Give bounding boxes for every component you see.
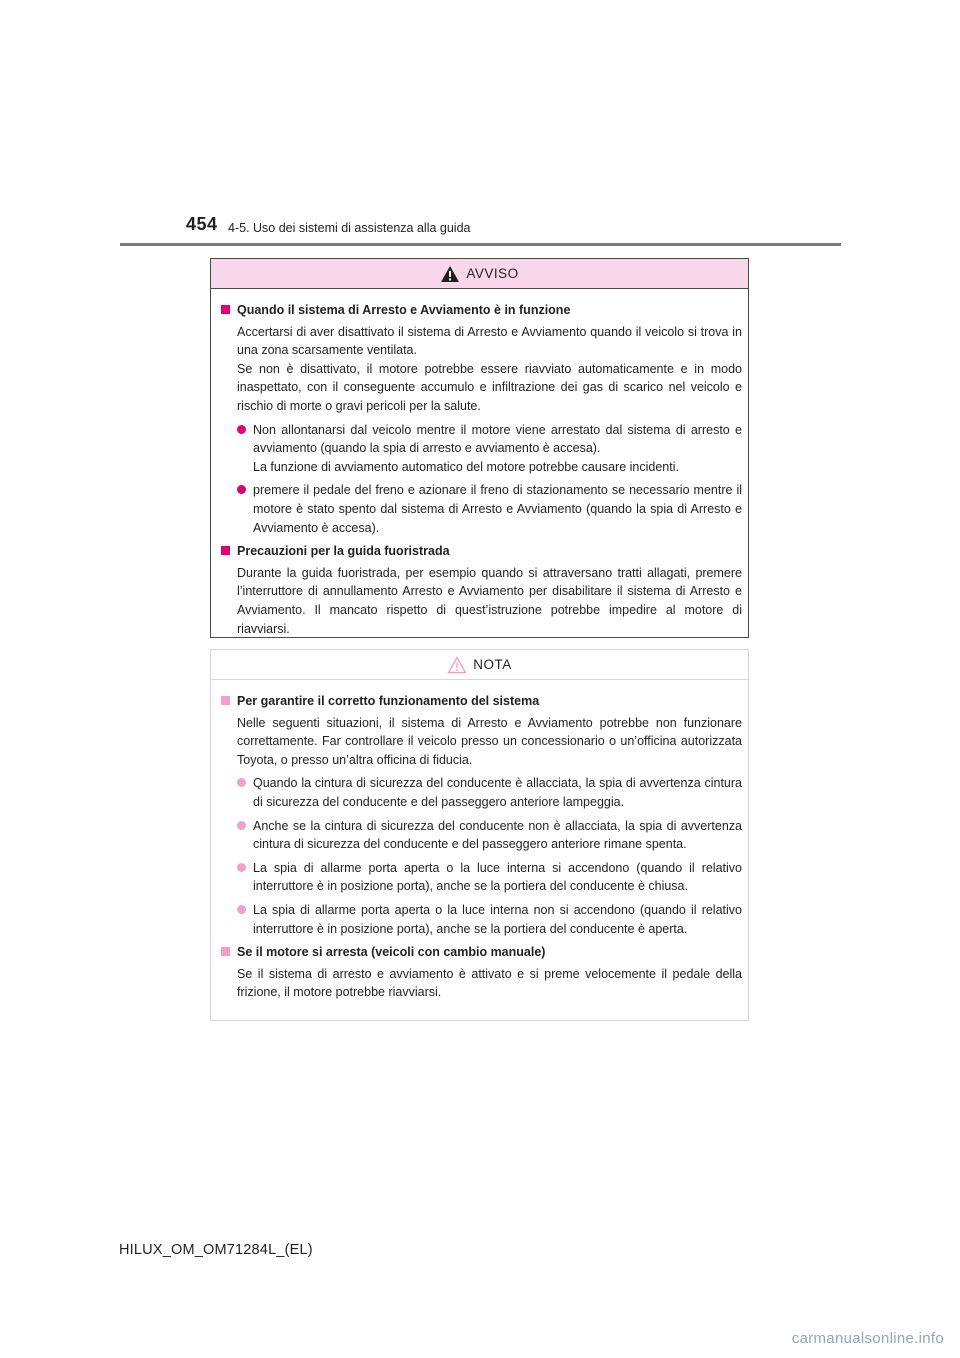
- warning-box: [210, 258, 749, 638]
- square-bullet-icon: [221, 947, 230, 956]
- square-bullet-icon: [221, 305, 230, 314]
- round-bullet-icon: [237, 905, 246, 914]
- caution-triangle-icon: [447, 656, 467, 674]
- warning-paragraph: [221, 323, 742, 416]
- note-bullet-item: [221, 901, 742, 938]
- note-bullet-item: [221, 859, 742, 896]
- warning-triangle-icon: [440, 265, 460, 283]
- square-bullet-icon: [221, 696, 230, 705]
- warning-header: [211, 259, 748, 289]
- section-title: 4-5. Uso dei sistemi di assistenza alla guida: [228, 221, 471, 235]
- warning-bullet-item: [221, 421, 742, 477]
- round-bullet-icon: [237, 821, 246, 830]
- paragraph-line: Se non è disattivato, il motore potrebbe essere riavviato automaticamente e in modo inaspettato, con il conseguente accumulo e infiltrazione dei gas di scarico nel veicolo e rischio di morte o gravi pericoli per la salute.: [237, 361, 742, 413]
- heading-text: Per garantire il corretto funzionamento del sistema: [237, 694, 540, 708]
- note-box: [210, 649, 749, 1021]
- document-code: HILUX_OM_OM71284L_(EL): [119, 1242, 313, 1258]
- bullet-line: La funzione di avviamento automatico del motore potrebbe causare incidenti.: [253, 459, 679, 474]
- note-body: [211, 680, 748, 1002]
- round-bullet-icon: [237, 863, 246, 872]
- header-rule: [120, 243, 841, 246]
- bullet-text: La spia di allarme porta aperta o la luce interna non si accendono (quando il relativo interruttore è in posizione porta), anche se la portiera del conducente è aperta.: [253, 902, 742, 936]
- note-heading-engine-stall: [221, 943, 742, 962]
- round-bullet-icon: [237, 425, 246, 434]
- page-number: 454: [186, 214, 218, 234]
- warning-body: [211, 289, 748, 638]
- warning-bullet-item: [221, 481, 742, 537]
- watermark: carmanualsonline.info: [791, 1330, 944, 1347]
- note-label: NOTA: [473, 657, 512, 672]
- bullet-text: Quando la cintura di sicurezza del conducente è allacciata, la spia di avvertenza cintura di sicurezza del conducente e del passeggero anteriore lampeggia.: [253, 776, 742, 809]
- bullet-text: premere il pedale del freno e azionare il freno di stazionamento se necessario mentre il motore è stato spento dal sistema di Arresto e Avviamento (quando la spia di Arresto e Avviamento è accesa).: [253, 483, 742, 535]
- note-header: [211, 650, 748, 680]
- note-paragraph: Se il sistema di arresto e avviamento è attivato e si preme velocemente il pedale della frizione, il motore potrebbe riavviarsi.: [237, 966, 742, 1000]
- warning-heading-offroad: [221, 542, 742, 561]
- square-bullet-icon: [221, 546, 230, 555]
- warning-heading-engine-running: [221, 301, 742, 320]
- note-heading-correct-operation: [221, 692, 742, 711]
- note-bullet-item: [221, 817, 742, 854]
- note-paragraph: Nelle seguenti situazioni, il sistema di Arresto e Avviamento potrebbe non funzionare correttamente. Far controllare il veicolo presso un concessionario o un’officina autorizzata Toyota, o presso un’altra officina di fiducia.: [237, 715, 742, 767]
- warning-label: AVVISO: [466, 266, 519, 281]
- round-bullet-icon: [237, 778, 246, 787]
- paragraph-line: Accertarsi di aver disattivato il sistema di Arresto e Avviamento quando il veicolo si trova in una zona scarsamente ventilata.: [237, 324, 742, 358]
- heading-text: Se il motore si arresta (veicoli con cambio manuale): [237, 945, 546, 960]
- bullet-line: Non allontanarsi dal veicolo mentre il motore viene arrestato dal sistema di arresto e avviamento (quando la spia di arresto e avviamento è accesa).: [253, 422, 742, 456]
- heading-text: Precauzioni per la guida fuoristrada: [237, 544, 450, 559]
- heading-text: Quando il sistema di Arresto e Avviamento è in funzione: [237, 303, 571, 317]
- bullet-text: La spia di allarme porta aperta o la luce interna si accendono (quando il relativo interruttore è in posizione porta), anche se la portiera del conducente è chiusa.: [253, 860, 742, 894]
- bullet-text: Anche se la cintura di sicurezza del conducente non è allacciata, la spia di avvertenza cintura di sicurezza del conducente e del passeggero anteriore rimane spenta.: [253, 818, 742, 852]
- note-bullet-item: [221, 774, 742, 811]
- round-bullet-icon: [237, 485, 246, 494]
- warning-paragraph: Durante la guida fuoristrada, per esempio quando si attraversano tratti allagati, premere l’interruttore di annullamento Arresto e Avviamento per disabilitare il sistema di Arresto e Avviamento. Il mancato rispetto di quest’istruzione potrebbe impedire al motore di riavviarsi.: [237, 565, 742, 636]
